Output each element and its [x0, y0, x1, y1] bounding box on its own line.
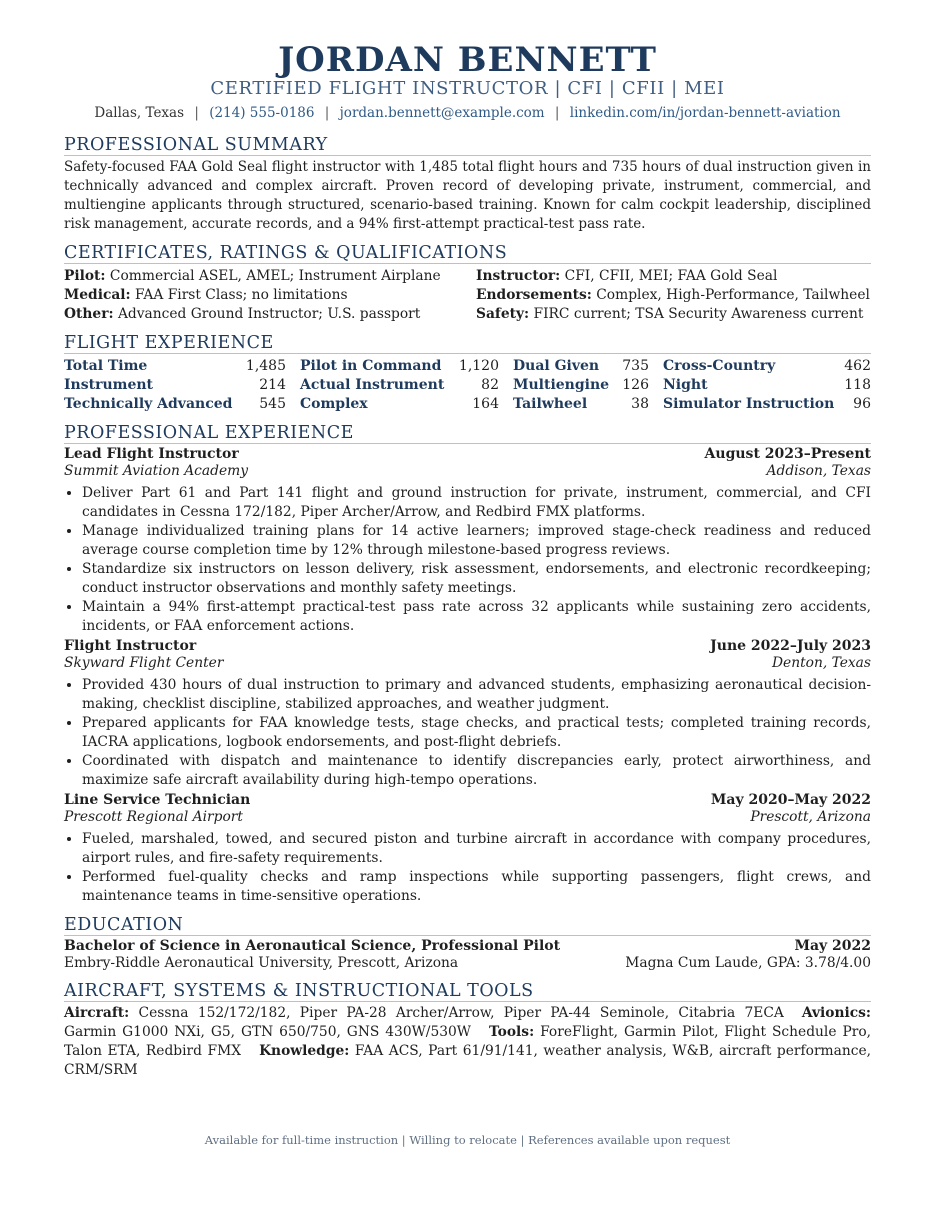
resume-page	[64, 42, 871, 1080]
job-title: Line Service Technician	[64, 792, 251, 808]
cert-item: Endorsements: Complex, High-Performance, Tailwheel	[476, 287, 870, 303]
job-dates: May 2020–May 2022	[710, 792, 871, 808]
flight-stat: Night 118	[663, 377, 871, 393]
experience-heading: PROFESSIONAL EXPERIENCE	[64, 423, 871, 444]
flight-stat: Complex 164	[300, 396, 499, 412]
job-location: Denton, Texas	[771, 655, 871, 671]
bullet-item: • Provided 430 hours of dual instruction to primary and advanced students, emphasizing aeronautical decision-making, checklist discipline, stabilized approaches, and weather judgment.	[82, 676, 871, 714]
candidate-title: CERTIFIED FLIGHT INSTRUCTOR | CFI | CFII | MEI	[210, 78, 725, 99]
bullet-item: • Performed fuel-quality checks and ramp inspections while supporting passengers, flight crews, and maintenance teams in time-sensitive operations.	[82, 868, 871, 906]
job-location: Prescott, Arizona	[750, 809, 871, 825]
job-bullets	[64, 676, 871, 790]
job-company: Skyward Flight Center	[64, 655, 224, 671]
separator: |	[554, 105, 560, 121]
contact-line	[64, 104, 871, 122]
flight-stat: Actual Instrument 82	[300, 377, 499, 393]
honors: Magna Cum Laude, GPA: 3.78/4.00	[625, 955, 871, 971]
education-heading: EDUCATION	[64, 915, 871, 936]
cert-item: Pilot: Commercial ASEL, AMEL; Instrument Airplane	[64, 268, 441, 284]
job-company: Summit Aviation Academy	[64, 463, 249, 479]
flight-stat: Tailwheel 38	[513, 396, 649, 412]
linkedin-link[interactable]: linkedin.com/in/jordan-bennett-aviation	[569, 105, 841, 121]
job-bullets	[64, 830, 871, 906]
flight-stat: Cross-Country 462	[663, 358, 871, 374]
flight-stat: Technically Advanced 545	[64, 396, 286, 412]
bullet-item: • Maintain a 94% first-attempt practical-test pass rate across 32 applicants while sustaining zero accidents, incidents, or FAA enforcement actions.	[82, 598, 871, 636]
candidate-name: JORDAN BENNETT	[278, 40, 657, 80]
job-title: Flight Instructor	[64, 638, 197, 654]
flight-stat: Total Time 1,485	[64, 358, 286, 374]
job-location: Addison, Texas	[766, 463, 871, 479]
bullet-item: • Standardize six instructors on lesson delivery, risk assessment, endorsements, and electronic recordkeeping; conduct instructor observations and monthly safety meetings.	[82, 560, 871, 598]
job-title: Lead Flight Instructor	[64, 446, 239, 462]
flight-stat: Pilot in Command 1,120	[300, 358, 499, 374]
flight-stat: Dual Given 735	[513, 358, 649, 374]
flight-heading: FLIGHT EXPERIENCE	[64, 333, 871, 354]
location: Dallas, Texas	[94, 105, 185, 121]
job-bullets	[64, 484, 871, 636]
cert-item: Medical: FAA First Class; no limitations	[64, 287, 348, 303]
bullet-item: • Fueled, marshaled, towed, and secured piston and turbine aircraft in accordance with company procedures, airport rules, and fire-safety requirements.	[82, 830, 871, 868]
job-entry	[64, 446, 871, 636]
bullet-item: • Manage individualized training plans for 14 active learners; improved stage-check readiness and reduced average course completion time by 12% through milestone-based progress reviews.	[82, 522, 871, 560]
certs-grid	[64, 267, 871, 324]
flight-stat: Instrument 214	[64, 377, 286, 393]
job-dates: June 2022–July 2023	[710, 638, 871, 654]
cert-item: Safety: FIRC current; TSA Security Awareness current	[476, 306, 864, 322]
job-entry	[64, 792, 871, 906]
tools-text: Aircraft: Cessna 152/172/182, Piper PA-28 Archer/Arrow, Piper PA-44 Seminole, Citabria 7ECA Avionics: Garmin G1000 NXi, G5, GTN 650/750, GNS 430W/530W Tools: ForeFlight, Garmin Pilot, Flight Schedule Pro, Talon ETA, Redbird FMX Knowledge: FAA ACS, Part 61/91/141, weather analysis, W&B, aircraft performance, CRM/SRM	[64, 1005, 872, 1078]
bullet-item: • Coordinated with dispatch and maintenance to identify discrepancies early, protect airworthiness, and maximize safe aircraft availability during high-tempo operations.	[82, 752, 871, 790]
degree: Bachelor of Science in Aeronautical Science, Professional Pilot	[64, 938, 561, 954]
email-link[interactable]: jordan.bennett@example.com	[339, 105, 545, 121]
tools-heading: AIRCRAFT, SYSTEMS & INSTRUCTIONAL TOOLS	[64, 981, 871, 1002]
bullet-item: • Prepared applicants for FAA knowledge tests, stage checks, and practical tests; completed training records, IACRA applications, logbook endorsements, and post-flight debriefs.	[82, 714, 871, 752]
degree-date: May 2022	[794, 938, 871, 954]
separator: |	[324, 105, 330, 121]
bullet-item: • Deliver Part 61 and Part 141 flight and ground instruction for private, instrument, commercial, and CFI candidates in Cessna 172/182, Piper Archer/Arrow, and Redbird FMX platforms.	[82, 484, 871, 522]
flight-stat: Simulator Instruction 96	[663, 396, 871, 412]
certs-heading: CERTIFICATES, RATINGS & QUALIFICATIONS	[64, 243, 871, 264]
phone-link[interactable]: (214) 555-0186	[209, 105, 315, 121]
summary-heading: PROFESSIONAL SUMMARY	[64, 135, 871, 156]
summary-text: Safety-focused FAA Gold Seal flight instructor with 1,485 total flight hours and 735 hours of dual instruction given in technically advanced and complex aircraft. Proven record of developing private, instrument, commercial, and multiengine applicants through structured, scenario-based training. Known for calm cockpit leadership, disciplined risk management, accurate records, and a 94% first-attempt practical-test pass rate.	[64, 159, 871, 232]
job-company: Prescott Regional Airport	[64, 809, 243, 825]
job-dates: August 2023–Present	[704, 446, 871, 462]
flight-stats	[64, 357, 871, 414]
cert-item: Other: Advanced Ground Instructor; U.S. passport	[64, 306, 421, 322]
school: Embry-Riddle Aeronautical University, Prescott, Arizona	[64, 955, 459, 971]
cert-item: Instructor: CFI, CFII, MEI; FAA Gold Seal	[476, 268, 778, 284]
footer-note: Available for full-time instruction | Willing to relocate | References available upon request	[204, 1133, 731, 1147]
flight-stat: Multiengine 126	[513, 377, 649, 393]
job-entry	[64, 638, 871, 790]
separator: |	[194, 105, 199, 121]
